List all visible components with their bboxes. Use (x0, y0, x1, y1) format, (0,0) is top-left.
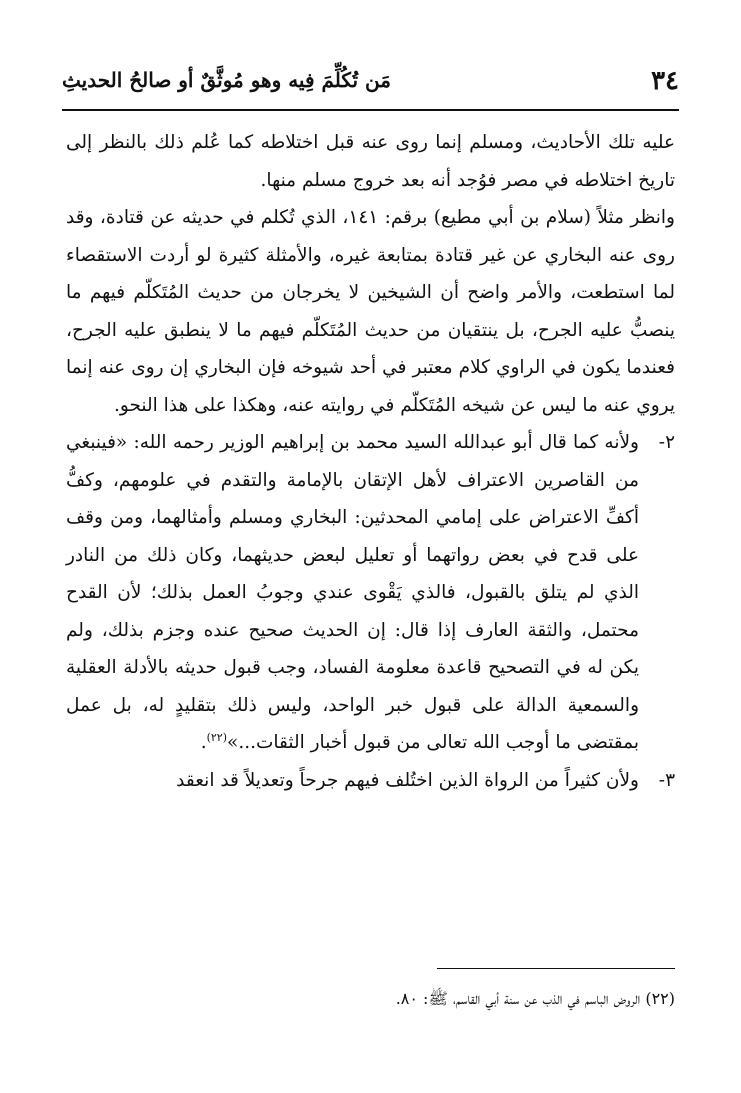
list-item-2 (66, 424, 675, 762)
running-title: مَن تُكُلِّمَ فِيه وهو مُوثَّقٌ أو صالحُ الحديثِ (62, 68, 391, 92)
list-item-3 (66, 762, 675, 800)
page-number: ٣٤ (651, 66, 679, 96)
list-item-2-text: ولأنه كما قال أبو عبدالله السيد محمد بن إبراهيم الوزير رحمه الله: «فينبغي من القاصرين الاعتراف لأهل الإتقان بالإمامة والتقدم في علومهم، وكفُّ أكفِّ الاعتراض على إمامي المحدثين: البخاري ومسلم وأمثالهما، ومن وقف على قدح في بعض رواتهما أو تعليل لبعض حديثهما، وكان ذلك من النادر الذي لم يتلق بالقبول، فالذي يَقْوى عندي وجوبُ العمل بذلك؛ لأن القدح محتمل، والثقة العارف إذا قال: إن الحديث صحيح عنده وجزم بذلك، ولم يكن له في التصحيح قاعدة معلومة الفساد، وجب قبول حديثه بالأدلة العقلية والسمعية الدالة على قبول خبر الواحد، وليس ذلك بتقليدٍ له، بل عمل بمقتضى ما أوجب الله تعالى من قبول أخبار الثقات...» (66, 432, 639, 753)
header-rule (62, 109, 679, 111)
footnote-rule (437, 968, 675, 969)
paragraph-1: عليه تلك الأحاديث، ومسلم إنما روى عنه قبل اختلاطه كما عُلم ذلك بالنظر إلى تاريخ اختلاطه في مصر فوُجد أنه بعد خروج مسلم منها. (66, 132, 675, 191)
page-header (62, 62, 679, 106)
list-item-3-text: ولأن كثيراً من الرواة الذين اختُلف فيهم جرحاً وتعديلاً قد انعقد (176, 769, 639, 791)
main-text (66, 124, 675, 799)
list-item-2-number: ٢- (658, 432, 675, 453)
footnote-reference-22[interactable]: (٢٢) (206, 730, 228, 744)
list-item-3-number: ٣- (658, 769, 675, 791)
paragraph-2: وانظر مثلاً (سلام بن أبي مطيع) برقم: ١٤١، الذي تُكلم في حديثه عن قتادة، وقد روى عنه البخاري عن غير قتادة بمتابعة غيره، والأمثلة كثيرة لو أردت الاستقصاء لما استطعت، والأمر واضح أن الشيخين لا يخرجان من حديث المُتَكلّم فيهم ما ينصبُّ عليه الجرح، بل ينتقيان من حديث المُتَكلّم فيهم ما لا ينطبق عليه الجرح، فعندما يكون في الراوي كلام معتبر في أحد شيوخه فإن البخاري إن روى عنه إنما يروي عنه ما ليس عن شيخه المُتَكلّم في روايته عنه، وهكذا على هذا النحو. (66, 207, 675, 416)
footnote-22: (٢٢) الروض الباسم في الذب عن سنة أبي القاسم، ﷺ: ٨٠. (395, 989, 675, 1008)
list-item-2-end: . (200, 732, 207, 753)
